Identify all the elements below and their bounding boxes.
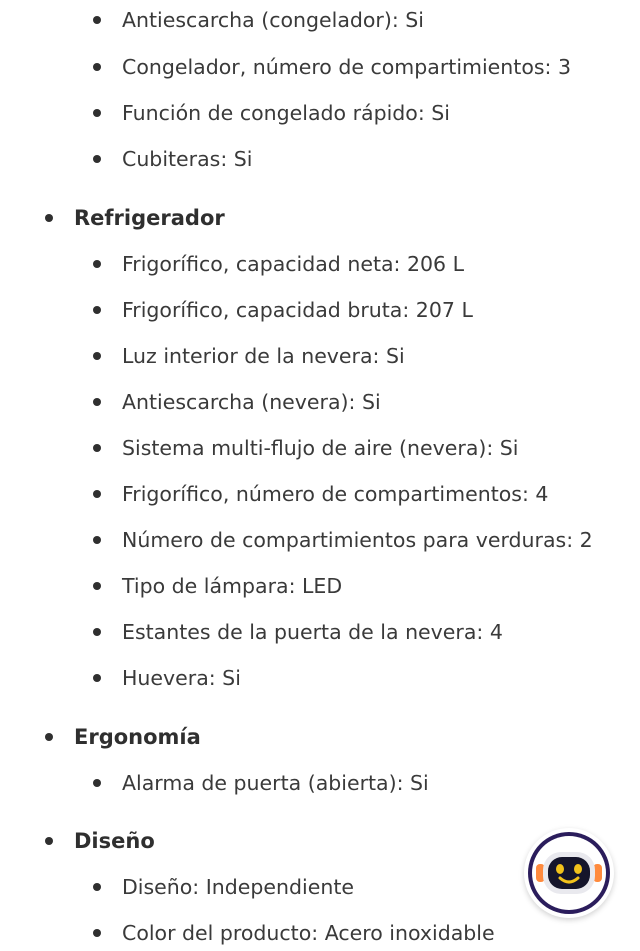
section-title-refrigerador: Refrigerador [74,206,225,230]
list-item: Sistema multi-flujo de aire (nevera): Si [122,436,519,460]
list-item: Cubiteras: Si [122,147,253,171]
list-item: Número de compartimientos para verduras: 2 [122,528,593,552]
list-item: Frigorífico, capacidad neta: 206 L [122,252,465,276]
list-item: Frigorífico, capacidad bruta: 207 L [122,298,473,322]
list-item: Color del producto: Acero inoxidable [122,921,495,945]
section-title-ergonomia: Ergonomía [74,725,201,749]
list-item: Antiescarcha (nevera): Si [122,390,381,414]
list-item: Frigorífico, número de compartimentos: 4 [122,482,549,506]
list-item: Huevera: Si [122,666,241,690]
list-item: Luz interior de la nevera: Si [122,344,405,368]
list-item: Antiescarcha (congelador): Si [122,8,424,32]
section-title-diseno: Diseño [74,829,155,853]
list-item: Tipo de lámpara: LED [122,574,343,598]
list-item: Función de congelado rápido: Si [122,101,450,125]
list-item: Diseño: Independiente [122,875,354,899]
list-item: Congelador, número de compartimientos: 3 [122,55,572,79]
list-item: Estantes de la puerta de la nevera: 4 [122,620,503,644]
robot-assistant-icon [524,828,614,918]
assistant-chat-button[interactable] [524,828,614,918]
list-item: Alarma de puerta (abierta): Si [122,771,429,795]
